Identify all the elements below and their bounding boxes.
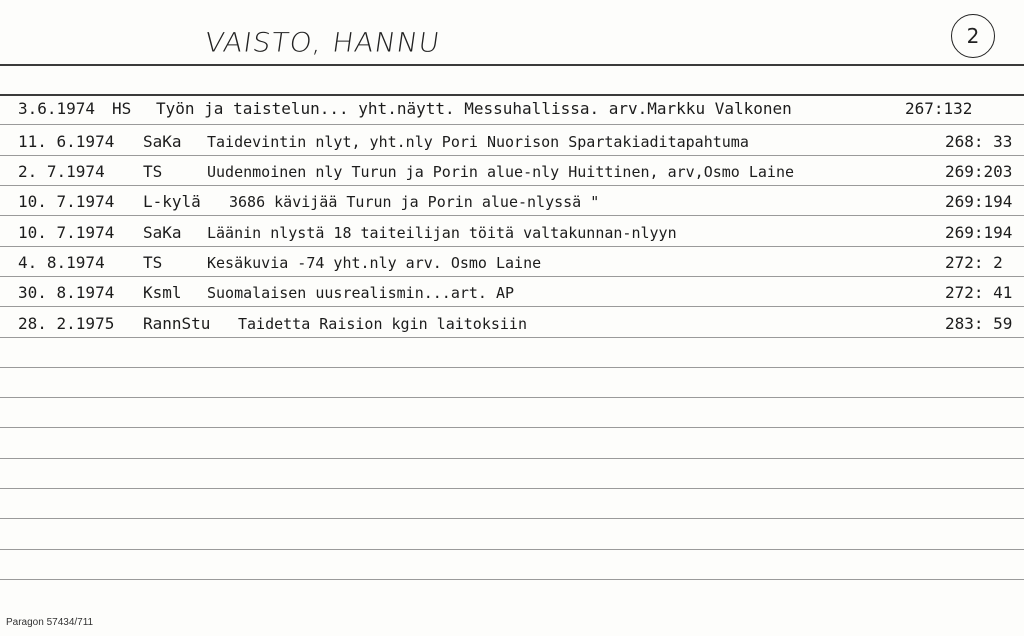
entry-ref: 269:194 [945, 192, 1013, 211]
rule-line [0, 276, 1024, 277]
entry-ref: 272: 2 [945, 253, 1003, 272]
rule-line [0, 458, 1024, 459]
entry-source: L-kylä [143, 192, 201, 211]
entry-source: TS [143, 253, 163, 272]
entry-text: Läänin nlystä 18 taiteilijan töitä valtakunnan-nlyyn [207, 224, 677, 242]
entry-text: 3686 kävijää Turun ja Porin alue-nlyssä " [229, 193, 600, 211]
entry-date: 11. 6.1974 [18, 132, 115, 151]
entry-date: 28. 2.1975 [18, 314, 115, 333]
entry-ref: 269:203 [945, 162, 1013, 181]
card-number-badge: 2 [951, 14, 995, 58]
entry-ref: 269:194 [945, 223, 1013, 242]
entry-date: 30. 8.1974 [18, 283, 115, 302]
rule-line [0, 215, 1024, 216]
entry-text: Taidevintin nlyt, yht.nly Pori Nuorison Spartakiaditapahtuma [207, 133, 749, 151]
entry-source: SaKa [143, 132, 182, 151]
entry-ref: 272: 41 [945, 283, 1013, 302]
rule-line [0, 185, 1024, 186]
header-rule [0, 64, 1024, 66]
card-print-code: Paragon 57434/711 [6, 617, 94, 628]
rule-line [0, 367, 1024, 368]
rule-line [0, 94, 1024, 96]
entry-date: 3.6.1974 [18, 99, 96, 118]
entry-source: HS [112, 99, 132, 118]
entry-text: Kesäkuvia -74 yht.nly arv. Osmo Laine [207, 254, 542, 272]
entry-text: Suomalaisen uusrealismin...art. AP [207, 284, 515, 302]
entry-text: Taidetta Raision kgin laitoksiin [238, 315, 527, 333]
entry-date: 10. 7.1974 [18, 223, 115, 242]
entry-source: SaKa [143, 223, 182, 242]
rule-line [0, 549, 1024, 550]
entry-ref: 268: 33 [945, 132, 1013, 151]
rule-line [0, 155, 1024, 156]
handwritten-name: VAISTO, HANNU [202, 26, 443, 59]
rule-line [0, 306, 1024, 307]
entry-text: Uudenmoinen nly Turun ja Porin alue-nly Huittinen, arv,Osmo Laine [207, 163, 794, 181]
entry-source: TS [143, 162, 163, 181]
rule-line [0, 124, 1024, 125]
entry-text: Työn ja taistelun... yht.näytt. Messuhallissa. arv.Markku Valkonen [156, 99, 792, 118]
rule-line [0, 337, 1024, 338]
entry-ref: 283: 59 [945, 314, 1013, 333]
rule-line [0, 397, 1024, 398]
entry-ref: 267:132 [905, 99, 973, 118]
entry-date: 4. 8.1974 [18, 253, 105, 272]
rule-line [0, 488, 1024, 489]
rule-line [0, 518, 1024, 519]
rule-line [0, 579, 1024, 580]
entry-date: 10. 7.1974 [18, 192, 115, 211]
entry-date: 2. 7.1974 [18, 162, 105, 181]
entry-source: RannStu [143, 314, 211, 333]
rule-line [0, 427, 1024, 428]
rule-line [0, 246, 1024, 247]
entry-source: Ksml [143, 283, 182, 302]
